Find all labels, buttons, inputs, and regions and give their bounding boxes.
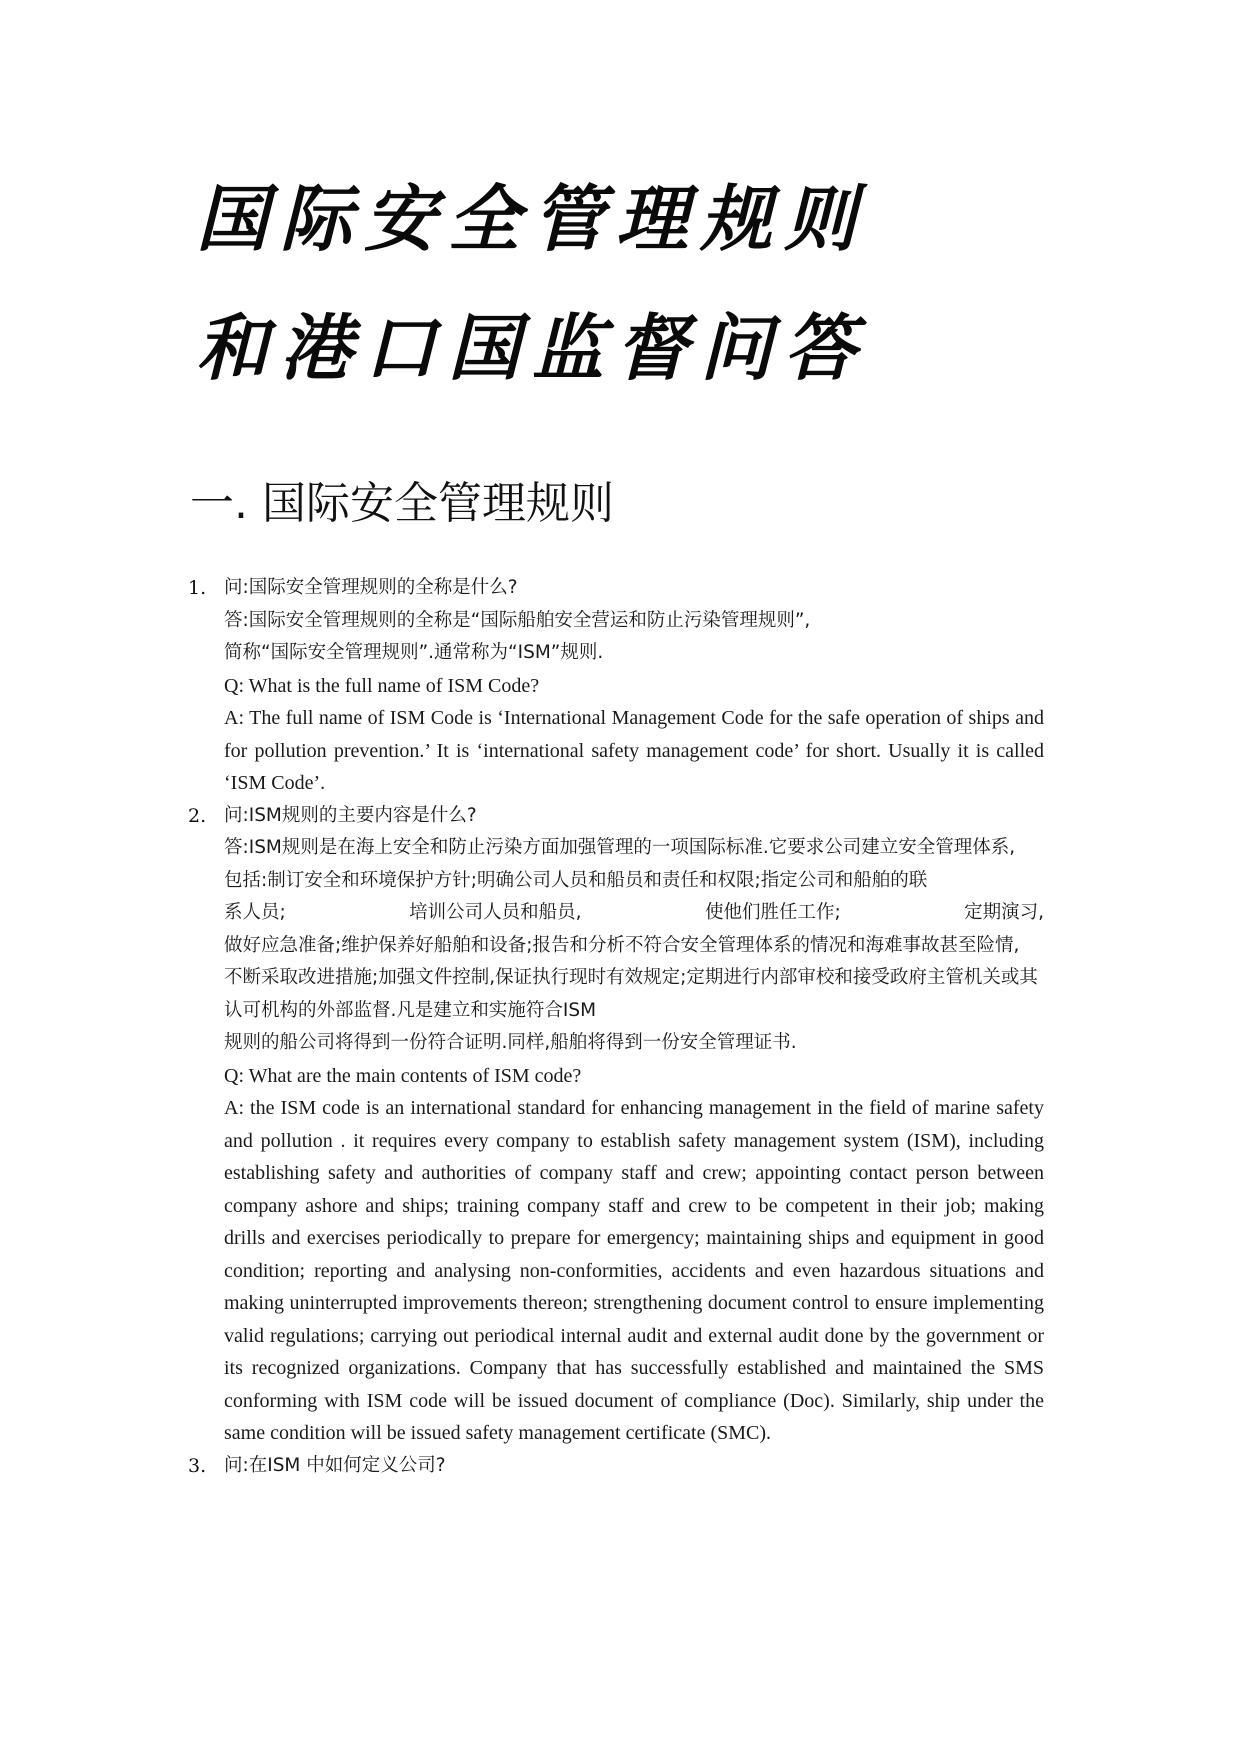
answer-cn: 做好应急准备;维护保养好船舶和设备;报告和分析不符合安全管理体系的情况和海难事故甚至险情, <box>224 934 1020 956</box>
cover-title-line-2: 和港口国监督问答 <box>196 305 869 390</box>
question-cn: 问:ISM规则的主要内容是什么? <box>224 804 477 826</box>
cover-title-line-1: 国际安全管理规则 <box>196 176 869 261</box>
qa-number: 2. <box>188 804 207 827</box>
answer-en: A: the ISM code is an international standard for enhancing management in the field of marine safety and pollution . it requires every company to establish safety management system (ISM), including establishing safety and authorities of company staff and crew; appointing contact person between company ashore and ships; training company staff and crew to be competent in their job; making drills and exercises periodically to prepare for emergency; maintaining ships and equipment in good condition; reporting and analysing non-conformities, accidents and even hazardous situations and making uninterrupted improvements thereon; strengthening document control to ensure implementing valid regulations; carrying out periodical internal audit and external audit done by the government or its recognized organizations. Company that has successfully established and maintained the SMS conforming with ISM code will be issued document of compliance (Doc). Similarly, ship under the same condition will be issued safety management certificate (SMC). <box>224 1097 1044 1444</box>
question-en: Q: What are the main contents of ISM code? <box>224 1064 582 1087</box>
answer-cn-fragment: 系人员; <box>224 902 286 923</box>
qa-number: 3. <box>188 1454 207 1477</box>
answer-cn-fragment: 培训公司人员和船员, <box>409 902 582 923</box>
qa-item-3 <box>188 1450 1044 1483</box>
question-cn: 问:在ISM 中如何定义公司? <box>224 1454 446 1476</box>
answer-cn: 简称“国际安全管理规则”.通常称为“ISM”规则. <box>224 642 604 663</box>
question-cn: 问:国际安全管理规则的全称是什么? <box>224 577 518 598</box>
answer-cn-fragment: 使他们胜任工作; <box>704 902 841 923</box>
answer-cn-spread-line <box>224 897 1044 930</box>
answer-cn: 答:国际安全管理规则的全称是“国际船舶安全营运和防止污染管理规则”, <box>224 609 811 631</box>
qa-number: 1. <box>188 577 207 599</box>
answer-cn: 答:ISM规则是在海上安全和防止污染方面加强管理的一项国际标准.它要求公司建立安全管理体系, <box>224 837 1016 858</box>
answer-cn: 不断采取改进措施;加强文件控制,保证执行现时有效规定;定期进行内部审校和接受政府主管机关或其认可机构的外部监督.凡是建立和实施符合ISM <box>224 967 1038 1021</box>
answer-cn-fragment: 定期演习, <box>964 902 1044 923</box>
section-heading: 一. 国际安全管理规则 <box>190 478 614 529</box>
qa-item-2 <box>188 800 1044 1450</box>
qa-list <box>188 572 1044 1482</box>
answer-cn: 包括:制订安全和环境保护方针;明确公司人员和船员和责任和权限;指定公司和船舶的联 <box>224 869 928 891</box>
answer-cn: 规则的船公司将得到一份符合证明.同样,船舶将得到一份安全管理证书. <box>224 1032 797 1053</box>
question-en: Q: What is the full name of ISM Code? <box>224 674 540 697</box>
qa-item-1 <box>188 572 1044 800</box>
answer-en: A: The full name of ISM Code is ‘International Management Code for the safe operation of ships and for pollution prevention.’ It is ‘international safety management code’ for short. Usually it is called ‘ISM Code’. <box>224 707 1044 794</box>
